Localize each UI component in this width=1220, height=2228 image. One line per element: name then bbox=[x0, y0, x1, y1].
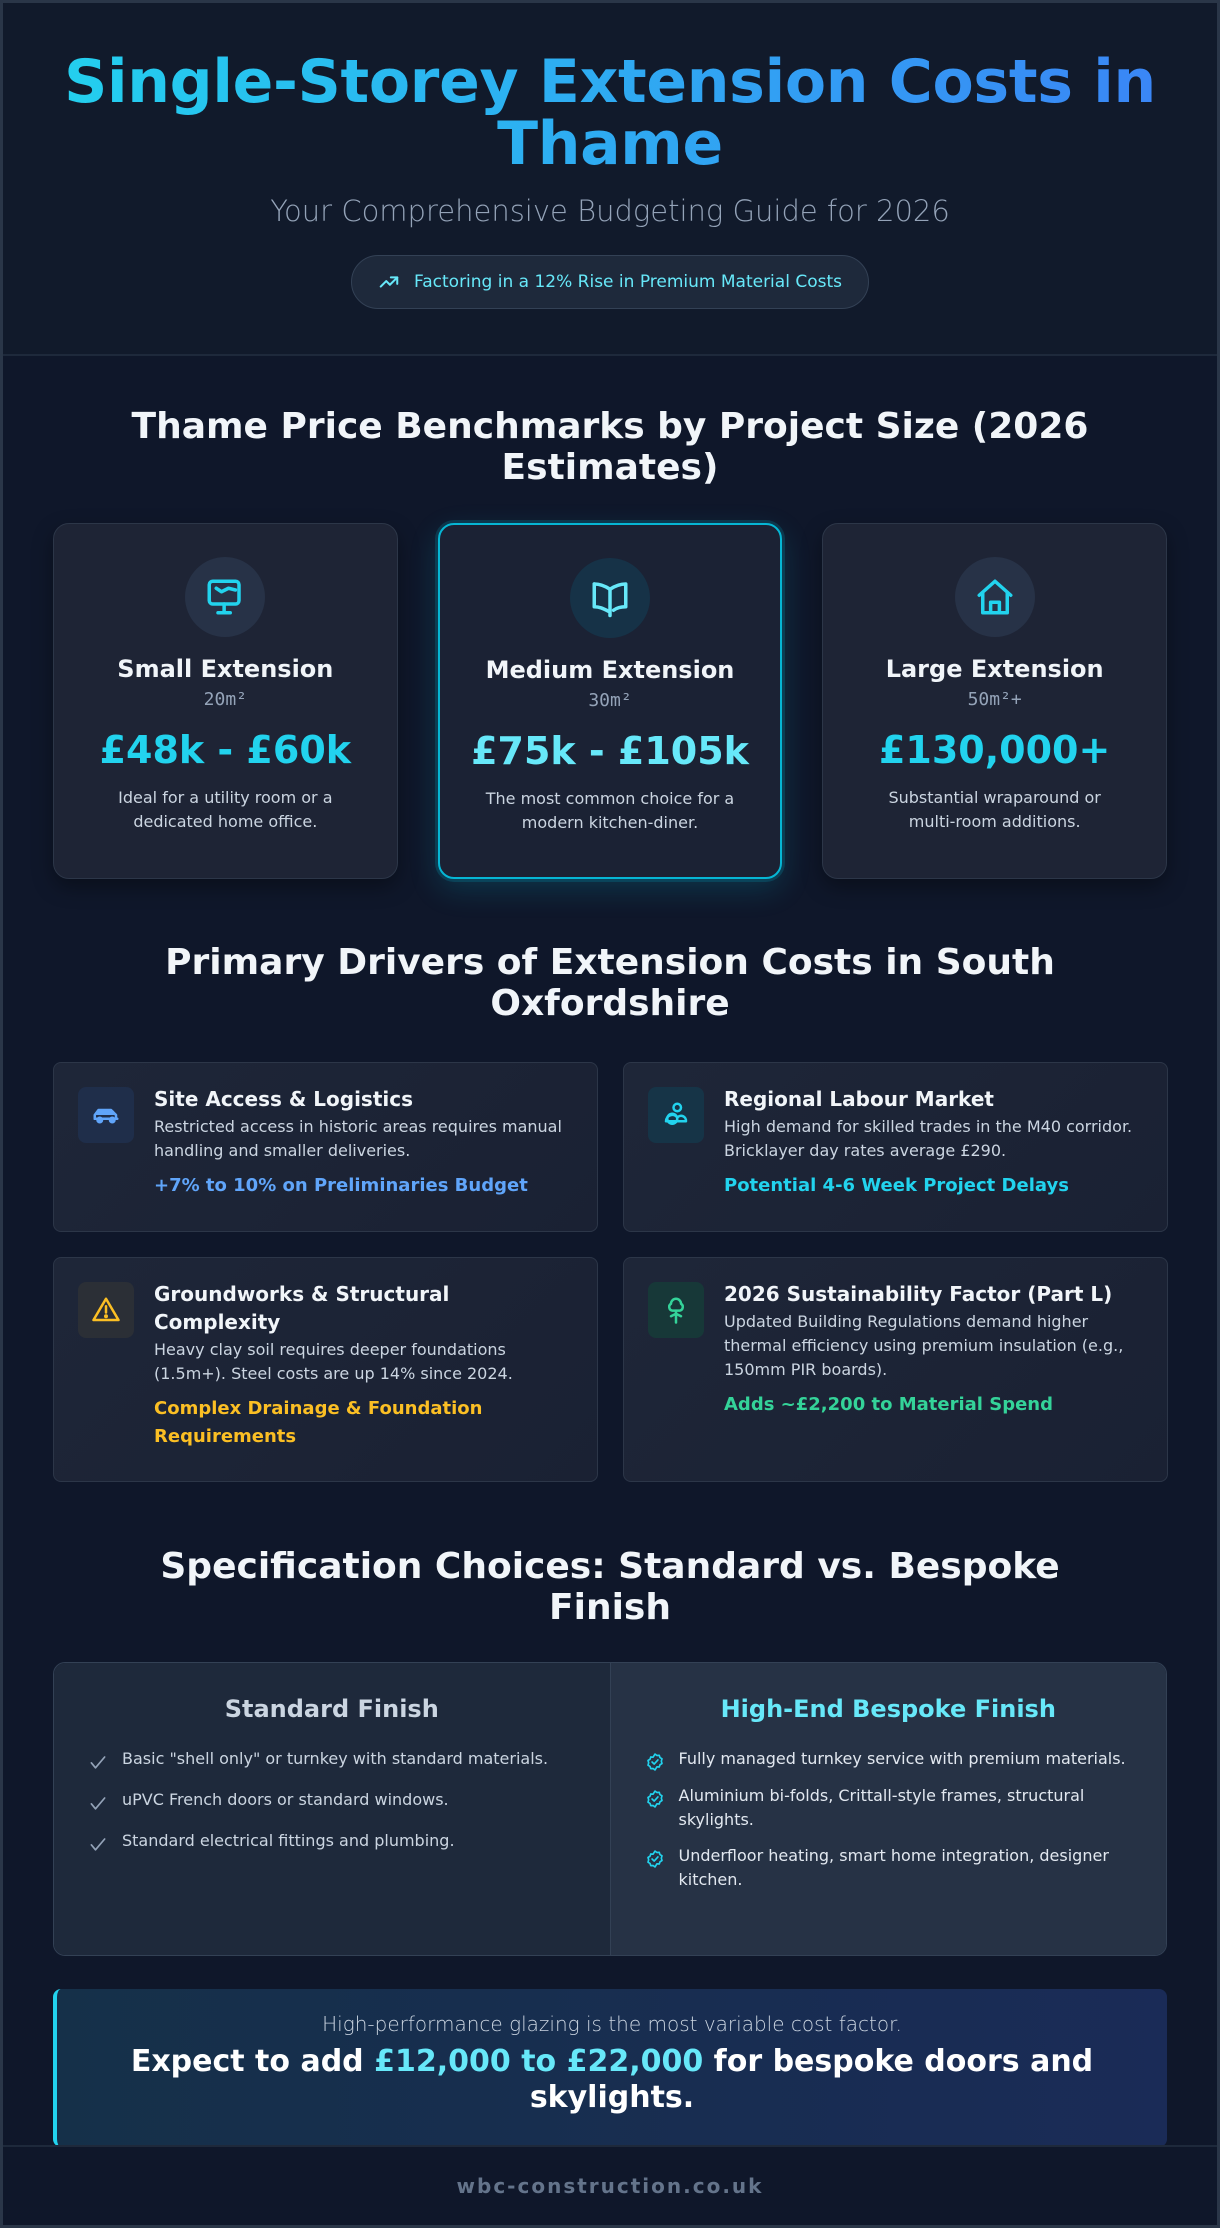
driver-body bbox=[724, 1087, 1147, 1207]
drivers-grid bbox=[3, 1062, 1217, 1482]
benchmark-price: £75k - £105k bbox=[471, 729, 749, 773]
driver-desc: Heavy clay soil requires deeper foundations (1.5m+). Steel costs are up 14% since 2024. bbox=[154, 1340, 513, 1383]
check-icon bbox=[88, 1834, 108, 1854]
drivers-heading: Primary Drivers of Extension Costs in South Oxfordshire bbox=[165, 942, 1055, 1024]
icon-circle bbox=[185, 557, 265, 637]
standard-finish-title: Standard Finish bbox=[224, 1695, 439, 1723]
icon-tile bbox=[78, 1087, 134, 1143]
benchmark-desc: Ideal for a utility room or a dedicated home office. bbox=[118, 788, 333, 831]
open-book-icon bbox=[589, 577, 631, 619]
benchmark-name: Medium Extension bbox=[485, 656, 735, 684]
bespoke-finish-title: High-End Bespoke Finish bbox=[720, 1695, 1056, 1723]
benchmark-card-large bbox=[822, 523, 1167, 879]
badge-check-icon bbox=[645, 1789, 665, 1809]
benchmark-name: Large Extension bbox=[885, 655, 1104, 683]
icon-tile bbox=[648, 1282, 704, 1338]
page-frame bbox=[3, 3, 1217, 2225]
list-item-text: Fully managed turnkey service with premium materials. bbox=[678, 1749, 1126, 1768]
driver-impact: +7% to 10% on Preliminaries Budget bbox=[154, 1175, 528, 1196]
spec-comparison bbox=[53, 1662, 1167, 1956]
spec-section bbox=[3, 1482, 1217, 2147]
warning-icon bbox=[91, 1295, 121, 1325]
badge-check-icon bbox=[645, 1752, 665, 1772]
driver-title: Regional Labour Market bbox=[724, 1087, 994, 1111]
drivers-section bbox=[3, 879, 1217, 1482]
benchmark-desc: Substantial wraparound or multi-room additions. bbox=[888, 788, 1101, 831]
list-item bbox=[88, 1747, 580, 1772]
page-subtitle: Your Comprehensive Budgeting Guide for 2026 bbox=[270, 194, 950, 228]
benchmark-price: £48k - £60k bbox=[99, 728, 352, 772]
callout-suffix: for bespoke doors and skylights. bbox=[529, 2044, 1094, 2115]
list-item-text: Basic "shell only" or turnkey with standard materials. bbox=[122, 1749, 549, 1768]
page-footer bbox=[3, 2145, 1217, 2225]
benchmark-card-small bbox=[53, 523, 398, 879]
list-item bbox=[645, 1784, 1137, 1832]
benchmarks-section bbox=[3, 356, 1217, 879]
spec-heading: Specification Choices: Standard vs. Bespoke Finish bbox=[160, 1546, 1060, 1628]
list-item bbox=[88, 1829, 580, 1854]
driver-card-sustainability bbox=[623, 1257, 1168, 1482]
bespoke-finish-column bbox=[611, 1663, 1167, 1955]
workers-icon bbox=[661, 1100, 691, 1130]
benchmark-cards bbox=[3, 523, 1217, 879]
check-icon bbox=[88, 1752, 108, 1772]
tree-icon bbox=[661, 1295, 691, 1325]
standard-finish-column bbox=[54, 1663, 611, 1955]
driver-impact: Adds ~£2,200 to Material Spend bbox=[724, 1394, 1053, 1415]
hero-header bbox=[3, 3, 1217, 356]
icon-tile bbox=[78, 1282, 134, 1338]
driver-desc: Restricted access in historic areas requires manual handling and smaller deliveries. bbox=[154, 1117, 562, 1160]
list-item-text: Standard electrical fittings and plumbing. bbox=[122, 1831, 455, 1850]
callout-highlight: £12,000 to £22,000 bbox=[374, 2044, 704, 2079]
driver-card-site-access bbox=[53, 1062, 598, 1232]
list-item-text: Underfloor heating, smart home integration, designer kitchen. bbox=[678, 1846, 1109, 1889]
list-item bbox=[645, 1747, 1137, 1772]
house-icon bbox=[974, 576, 1016, 618]
driver-desc: High demand for skilled trades in the M40 corridor. Bricklayer day rates average £290. bbox=[724, 1117, 1133, 1160]
material-cost-badge bbox=[351, 255, 869, 309]
standard-finish-list bbox=[54, 1747, 610, 1854]
driver-card-groundworks bbox=[53, 1257, 598, 1482]
driver-body bbox=[724, 1282, 1147, 1457]
benchmark-size: 50m²+ bbox=[967, 689, 1022, 710]
callout-main bbox=[57, 2044, 1167, 2116]
callout-note: High-performance glazing is the most variable cost factor. bbox=[322, 2012, 902, 2036]
driver-title: Groundworks & Structural Complexity bbox=[154, 1282, 450, 1334]
list-item-text: Aluminium bi-folds, Crittall-style frames, structural skylights. bbox=[678, 1786, 1085, 1829]
benchmark-name: Small Extension bbox=[117, 655, 334, 683]
page-title: Single-Storey Extension Costs in Thame bbox=[3, 51, 1217, 175]
trending-up-icon bbox=[378, 271, 400, 293]
driver-body bbox=[154, 1087, 577, 1207]
benchmark-card-medium bbox=[438, 523, 783, 879]
check-icon bbox=[88, 1793, 108, 1813]
benchmark-size: 20m² bbox=[203, 689, 247, 710]
icon-circle bbox=[570, 558, 650, 638]
callout-prefix: Expect to add bbox=[130, 2044, 375, 2079]
benchmark-size: 30m² bbox=[588, 690, 632, 711]
glazing-callout bbox=[53, 1989, 1167, 2147]
list-item bbox=[645, 1844, 1137, 1892]
icon-circle bbox=[955, 557, 1035, 637]
icon-tile bbox=[648, 1087, 704, 1143]
list-item-text: uPVC French doors or standard windows. bbox=[122, 1790, 449, 1809]
driver-impact: Potential 4-6 Week Project Delays bbox=[724, 1175, 1069, 1196]
driver-card-labour-market bbox=[623, 1062, 1168, 1232]
footer-website[interactable]: wbc-construction.co.uk bbox=[456, 2174, 764, 2198]
driver-title: Site Access & Logistics bbox=[154, 1087, 414, 1111]
driver-body bbox=[154, 1282, 577, 1457]
driver-title: 2026 Sustainability Factor (Part L) bbox=[724, 1282, 1113, 1306]
driver-impact: Complex Drainage & Foundation Requirements bbox=[154, 1398, 483, 1447]
benchmark-price: £130,000+ bbox=[878, 728, 1111, 772]
monitor-icon bbox=[204, 576, 246, 618]
driver-desc: Updated Building Regulations demand higher thermal efficiency using premium insulation (e.g., 150mm PIR boards). bbox=[724, 1312, 1124, 1379]
badge-check-icon bbox=[645, 1849, 665, 1869]
list-item bbox=[88, 1788, 580, 1813]
benchmark-desc: The most common choice for a modern kitchen-diner. bbox=[485, 789, 735, 832]
car-icon bbox=[91, 1100, 121, 1130]
benchmarks-heading: Thame Price Benchmarks by Project Size (2026 Estimates) bbox=[131, 406, 1089, 488]
bespoke-finish-list bbox=[611, 1747, 1167, 1892]
badge-text: Factoring in a 12% Rise in Premium Material Costs bbox=[414, 272, 842, 292]
